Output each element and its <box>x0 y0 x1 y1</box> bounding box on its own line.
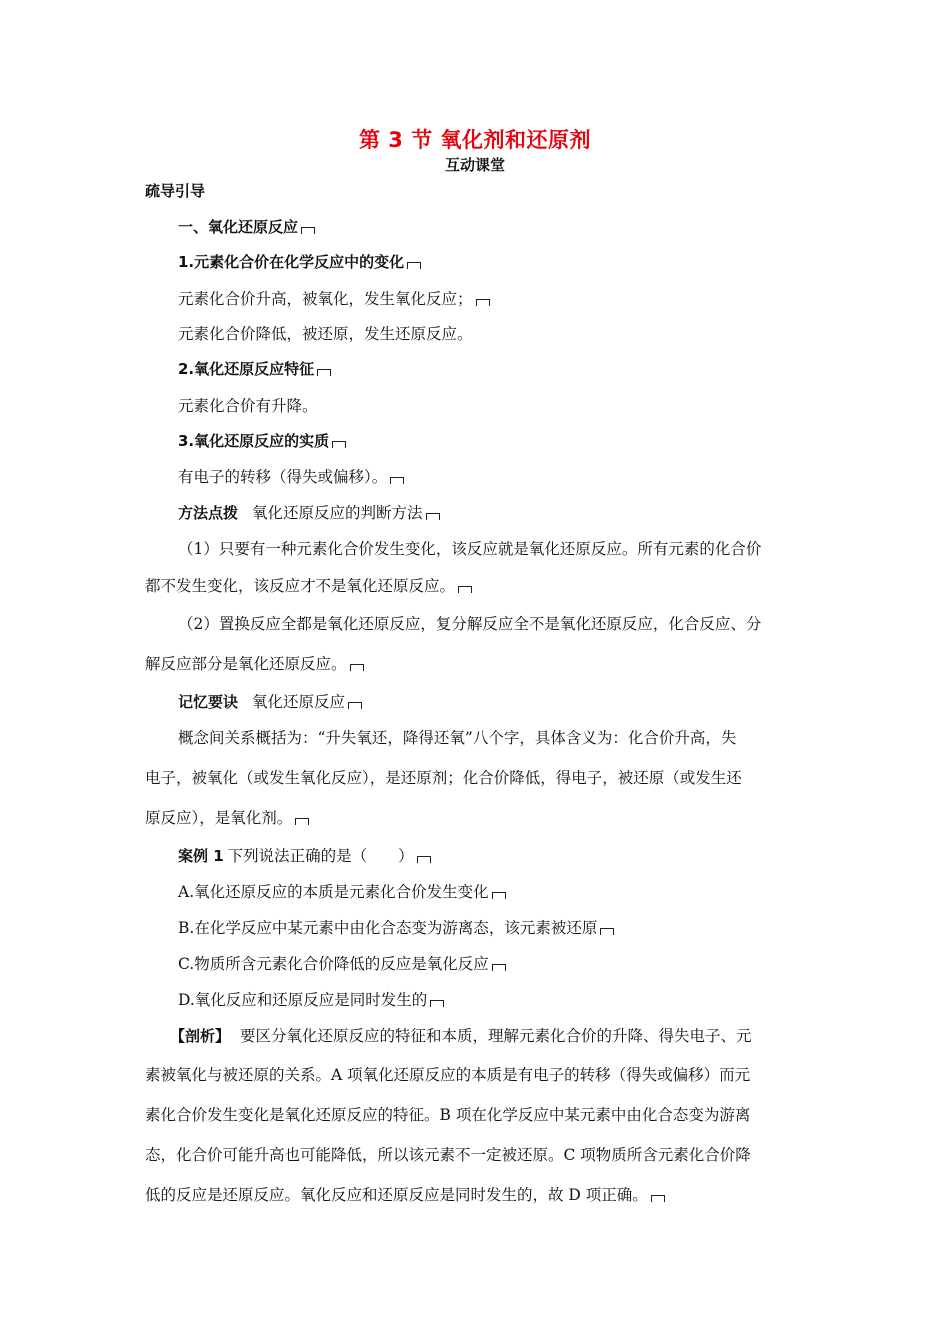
paragraph-mark-icon <box>492 892 506 899</box>
paragraph-mark-icon <box>301 227 315 234</box>
paragraph-mark-icon <box>295 818 309 825</box>
paragraph <box>178 287 843 309</box>
analysis-paragraph-cont: 素化合价发生变化是氧化还原反应的特征。B 项在化学反应中某元素中由化合态变为游离 <box>145 1106 751 1124</box>
heading-1-2-text: 2.氧化还原反应特征 <box>178 360 315 378</box>
memory-paragraph-cont <box>145 806 810 828</box>
paragraph: 元素化合价有升降。 <box>178 397 318 415</box>
method-point-2-cont <box>145 652 810 674</box>
heading-1-3-text: 3.氧化还原反应的实质 <box>178 432 330 450</box>
paragraph-mark-icon <box>390 477 404 484</box>
section-label: 疏导引导 <box>145 182 206 200</box>
heading-1-2 <box>178 358 843 379</box>
paragraph-mark-icon <box>426 513 440 520</box>
analysis-text: 要区分氧化还原反应的特征和本质，理解元素化合价的升降、得失电子、元 <box>240 1027 752 1045</box>
option-c <box>178 952 843 974</box>
analysis-paragraph <box>170 1024 835 1046</box>
option-d-text: D.氧化反应和还原反应是同时发生的 <box>178 991 428 1009</box>
option-a <box>178 880 843 902</box>
method-text: 氧化还原反应的判断方法 <box>252 504 423 522</box>
paragraph-text: 解反应部分是氧化还原反应。 <box>145 655 347 673</box>
option-b-text: B.在化学反应中某元素中由化合态变为游离态，该元素被还原 <box>178 919 598 937</box>
method-label: 方法点拨 <box>178 504 239 522</box>
heading-1-3 <box>178 430 843 451</box>
paragraph-mark-icon <box>317 369 331 376</box>
paragraph-mark-icon <box>348 702 362 709</box>
paragraph-mark-icon <box>458 586 472 593</box>
paragraph <box>178 465 843 487</box>
paragraph: 元素化合价降低，被还原，发生还原反应。 <box>178 325 473 343</box>
analysis-paragraph-cont <box>145 1183 810 1205</box>
memory-heading <box>178 690 843 712</box>
paragraph-mark-icon <box>492 964 506 971</box>
method-point-2: （2）置换反应全都是氧化还原反应，复分解反应全不是氧化还原反应，化合反应、分 <box>178 615 762 633</box>
paragraph-mark-icon <box>600 928 614 935</box>
heading-1-text: 一、氧化还原反应 <box>178 218 299 236</box>
analysis-paragraph-cont: 素被氧化与被还原的关系。A 项氧化还原反应的本质是有电子的转移（得失或偏移）而元 <box>145 1066 751 1084</box>
paragraph-mark-icon <box>407 262 421 269</box>
paragraph-text: 原反应），是氧化剂。 <box>145 809 293 827</box>
option-a-text: A.氧化还原反应的本质是元素化合价发生变化 <box>178 883 489 901</box>
option-b <box>178 916 843 938</box>
case-text: 下列说法正确的是（ ） <box>227 847 414 865</box>
heading-1-1 <box>178 251 843 272</box>
memory-paragraph: 概念间关系概括为：“升失氧还，降得还氧”八个字，具体含义为：化合价升高，失 <box>178 729 737 747</box>
page-title: 第 3 节 氧化剂和还原剂 <box>358 128 592 152</box>
paragraph-mark-icon <box>430 1000 444 1007</box>
analysis-paragraph-cont: 态，化合价可能升高也可能降低，所以该元素不一定被还原。C 项物质所含元素化合价降 <box>145 1146 751 1164</box>
heading-1-1-text: 1.元素化合价在化学反应中的变化 <box>178 253 405 271</box>
paragraph-mark-icon <box>476 299 490 306</box>
method-point-1: （1）只要有一种元素化合价发生变化，该反应就是氧化还原反应。所有元素的化合价 <box>178 540 762 558</box>
paragraph-text: 元素化合价升高，被氧化，发生氧化反应； <box>178 290 473 308</box>
paragraph-mark-icon <box>332 441 346 448</box>
memory-text: 氧化还原反应 <box>252 693 346 711</box>
option-d <box>178 988 843 1010</box>
paragraph-text: 有电子的转移（得失或偏移）。 <box>178 468 388 486</box>
analysis-label: 【剖析】 <box>170 1027 231 1045</box>
method-point-1-cont <box>145 574 810 596</box>
method-heading <box>178 501 843 523</box>
paragraph-text: 低的反应是还原反应。氧化反应和还原反应是同时发生的，故 D 项正确。 <box>145 1186 648 1204</box>
paragraph-mark-icon <box>417 856 431 863</box>
case-heading <box>178 844 843 866</box>
paragraph-mark-icon <box>651 1195 665 1202</box>
paragraph-text: 都不发生变化，该反应才不是氧化还原反应。 <box>145 577 456 595</box>
page-subtitle: 互动课堂 <box>444 156 505 174</box>
heading-1 <box>178 216 843 237</box>
case-label: 案例 1 <box>178 847 224 865</box>
option-c-text: C.物质所含元素化合价降低的反应是氧化反应 <box>178 955 489 973</box>
memory-paragraph-cont: 电子，被氧化（或发生氧化反应），是还原剂；化合价降低，得电子，被还原（或发生还 <box>145 769 742 787</box>
memory-label: 记忆要诀 <box>178 693 239 711</box>
paragraph-mark-icon <box>350 664 364 671</box>
